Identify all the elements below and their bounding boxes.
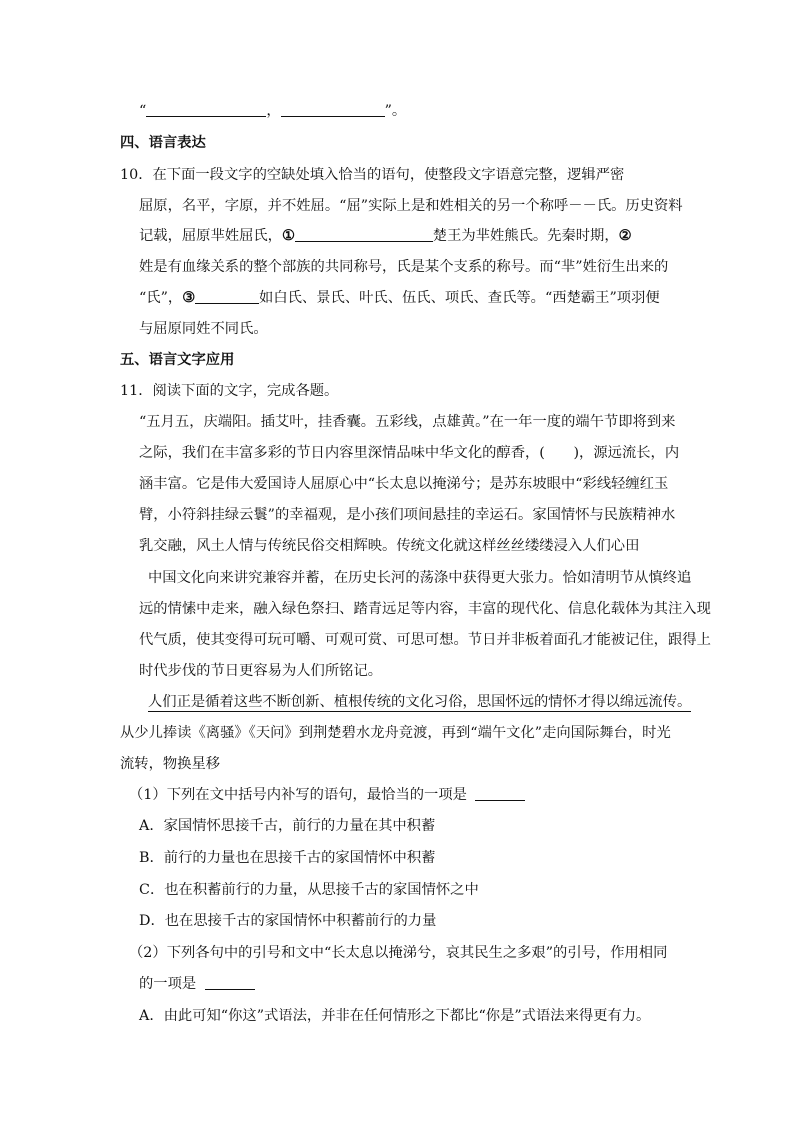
close-quote: ”。 bbox=[384, 103, 407, 119]
section-4-title: 四、语言表达 bbox=[120, 135, 206, 151]
blank-2[interactable] bbox=[281, 102, 385, 117]
q10-prompt: 10．在下面一段文字的空缺处填入恰当的语句，使整段文字语意完整，逻辑严密 bbox=[120, 167, 625, 183]
q10-line-1: 屈原，名平，字原，并不姓屈。“屈”实际上是和姓相关的另一个称呼－－氏。历史资料 bbox=[139, 198, 683, 214]
option-d: D．也在思接千古的家国情怀中积蓄前行的力量 bbox=[139, 913, 437, 929]
q10-line-2-text-b: 楚王为芈姓熊氏。先秦时期， bbox=[432, 228, 619, 244]
underlined-sentence: 人们正是循着这些不断创新、植根传统的文化习俗，思国怀远的情怀才得以绵远流传。 bbox=[148, 694, 692, 710]
passage-p1-line-2: 之际，我们在丰富多彩的节日内容里深情品味中华文化的醇香，( )，源远流长，内 bbox=[139, 445, 680, 461]
passage-p3-line-2: 从少儿捧读《离骚》《天问》到荆楚碧水龙舟竞渡，再到“端午文化”走向国际舞台，时光 bbox=[120, 725, 671, 741]
sub-question-1-text: （1）下列在文中括号内补写的语句，最恰当的一项是 bbox=[129, 787, 467, 803]
q10-line-5: 与屈原同姓不同氏。 bbox=[139, 321, 268, 337]
sub-question-2-text: 的一项是 bbox=[139, 976, 197, 992]
sub-question-2-line-1: （2）下列各句中的引号和文中“长太息以掩涕兮，哀其民生之多艰”的引号，作用相同 bbox=[129, 945, 668, 961]
passage-p1-line-1: “五月五，庆端阳。插艾叶，挂香囊。五彩线，点雄黄。”在一年一度的端午节即将到来 bbox=[139, 414, 676, 430]
passage-p2-line-4: 时代步伐的节日更容易为人们所铭记。 bbox=[139, 663, 383, 679]
q10-line-4 bbox=[139, 288, 660, 308]
q10-line-2 bbox=[139, 226, 631, 246]
option-c: C．也在积蓄前行的力量，从思接千古的家国情怀之中 bbox=[139, 882, 479, 898]
separator: ， bbox=[266, 103, 281, 119]
q11-prompt: 11．阅读下面的文字，完成各题。 bbox=[120, 383, 339, 399]
marker-3: ③ bbox=[182, 290, 196, 306]
sub-question-2-line-2 bbox=[139, 974, 255, 994]
option-b: B．前行的力量也在思接千古的家国情怀中积蓄 bbox=[139, 850, 436, 866]
passage-p1-line-5: 乳交融，风土人情与传统民俗交相辉映。传统文化就这样丝丝缕缕浸入人们心田 bbox=[139, 538, 640, 554]
answer-blank-1[interactable] bbox=[295, 227, 433, 242]
sub-question-1-blank[interactable] bbox=[475, 786, 525, 801]
answer-blank-line bbox=[139, 101, 406, 121]
marker-1: ① bbox=[281, 228, 295, 244]
passage-p1-line-4: 臂，小符斜挂绿云鬟”的幸福观，是小孩们项间悬挂的幸运石。家国情怀与民族精神水 bbox=[139, 507, 676, 523]
blank-1[interactable] bbox=[146, 102, 266, 117]
passage-p1-line-3: 涵丰富。它是伟大爱国诗人屈原心中“长太息以掩涕兮；是苏东坡眼中“彩线轻缠红玉 bbox=[139, 476, 669, 492]
section-5-title: 五、语言文字应用 bbox=[120, 352, 235, 368]
option-a: A．家国情怀思接千古，前行的力量在其中积蓄 bbox=[139, 818, 436, 834]
passage-p2-line-2: 远的情愫中走来，融入绿色祭扫、踏青远足等内容，丰富的现代化、信息化载体为其注入现 bbox=[139, 601, 711, 617]
passage-p2-line-1: 中国文化向来讲究兼容并蓄，在历史长河的荡涤中获得更大张力。恰如清明节从慎终追 bbox=[148, 570, 692, 586]
sub2-option-a: A．由此可知“你这”式语法，并非在任何情形之下都比“你是”式语法来得更有力。 bbox=[139, 1008, 651, 1024]
sub-question-2-blank[interactable] bbox=[205, 975, 255, 990]
passage-p2-line-3: 代气质，使其变得可玩可嚼、可观可赏、可思可想。节日并非板着面孔才能被记住，跟得上 bbox=[139, 632, 711, 648]
marker-2: ② bbox=[618, 228, 632, 244]
sub-question-1 bbox=[129, 785, 525, 805]
q10-line-4-text-b: 如白氏、景氏、叶氏、伍氏、项氏、查氏等。“西楚霸王”项羽便 bbox=[259, 290, 660, 306]
open-quote: “ bbox=[139, 103, 147, 119]
q10-line-3: 姓是有血缘关系的整个部族的共同称号，氏是某个支系的称号。而“芈”姓衍生出来的 bbox=[139, 259, 669, 275]
q10-line-2-text-a: 记载，屈原芈姓屈氏， bbox=[139, 228, 282, 244]
q10-line-4-text-a: “氏”， bbox=[139, 290, 183, 306]
passage-p3-line-3: 流转，物换星移 bbox=[120, 756, 221, 772]
answer-blank-3[interactable] bbox=[195, 289, 259, 304]
passage-p3-line-1 bbox=[148, 692, 691, 712]
